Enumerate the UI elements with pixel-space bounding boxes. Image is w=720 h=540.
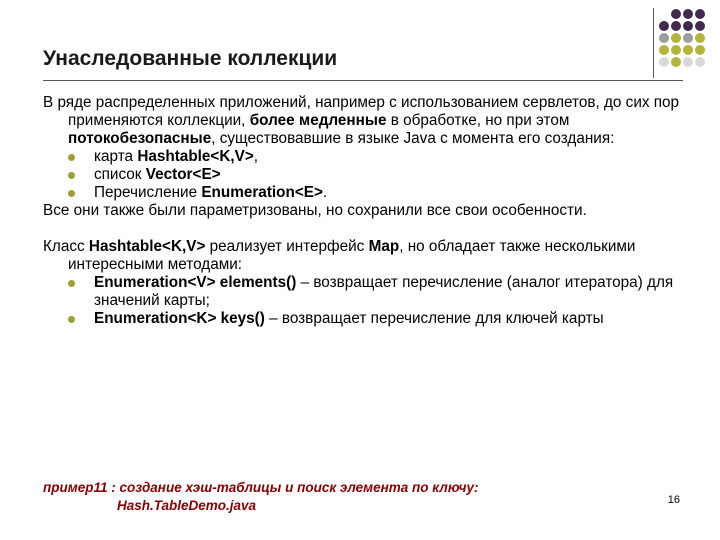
text-run: – возвращает перечисление для ключей карты bbox=[264, 310, 604, 327]
list-item bbox=[94, 274, 683, 310]
bullet-icon bbox=[68, 280, 75, 287]
decor-dot bbox=[695, 21, 705, 31]
paragraph-intro bbox=[43, 94, 683, 148]
paragraph-hashtable bbox=[43, 238, 683, 274]
legacy-collections-list bbox=[43, 148, 683, 202]
decor-dot bbox=[695, 33, 705, 43]
code-term: Enumeration<E> bbox=[201, 184, 323, 201]
bullet-icon bbox=[68, 172, 75, 179]
text-run: , bbox=[253, 148, 259, 165]
text-run: реализует интерфейс bbox=[205, 238, 369, 255]
list-item bbox=[94, 310, 683, 328]
decor-dot bbox=[671, 45, 681, 55]
decor-dot bbox=[659, 57, 669, 67]
slide-title: Унаследованные коллекции bbox=[43, 47, 338, 70]
decor-dot bbox=[695, 9, 705, 19]
emphasis-text: потокобезопасные bbox=[68, 130, 212, 147]
decor-dot bbox=[683, 57, 693, 67]
slide-body bbox=[43, 94, 683, 328]
text-run: Класс bbox=[43, 238, 89, 255]
paragraph-parametrized: Все они также были параметризованы, но сохранили все свои особенности. bbox=[43, 202, 587, 219]
decorative-dot-grid bbox=[659, 9, 705, 67]
header-horizontal-rule bbox=[43, 80, 683, 81]
decor-dot bbox=[659, 33, 669, 43]
code-term: Vector<E> bbox=[145, 166, 221, 183]
bullet-icon bbox=[68, 154, 75, 161]
text-run: . bbox=[322, 184, 328, 201]
text-run: в обработке, но при этом bbox=[386, 112, 570, 129]
decor-dot bbox=[683, 33, 693, 43]
page-number: 16 bbox=[667, 494, 680, 506]
text-run: – возвращает перечисление (аналог итератора) для значений карты; bbox=[94, 274, 674, 309]
text-run: , существовавшие в языке Java с момента его создания: bbox=[211, 130, 615, 147]
decor-dot bbox=[683, 9, 693, 19]
decor-dot bbox=[695, 57, 705, 67]
header-vertical-rule bbox=[653, 8, 654, 78]
decor-dot bbox=[683, 21, 693, 31]
code-term: Hashtable<K,V> bbox=[137, 148, 254, 165]
code-term: Enumeration<V> elements() bbox=[94, 274, 297, 291]
decor-dot bbox=[659, 45, 669, 55]
text-run: В ряде распределенных приложений, например с использованием сервлетов, до сих пор применяются коллекции, bbox=[43, 94, 680, 129]
text-run: Перечисление bbox=[94, 184, 202, 201]
bullet-icon bbox=[68, 316, 75, 323]
decor-dot bbox=[671, 9, 681, 19]
decor-dot bbox=[671, 57, 681, 67]
list-item bbox=[94, 148, 683, 166]
list-item bbox=[94, 184, 683, 202]
bullet-icon bbox=[68, 190, 75, 197]
decor-dot bbox=[671, 33, 681, 43]
example-caption: пример11 : создание хэш-таблицы и поиск элемента по ключу: bbox=[43, 480, 479, 495]
decor-dot bbox=[683, 45, 693, 55]
hashtable-methods-list bbox=[43, 274, 683, 328]
example-filename: Hash.TableDemo.java bbox=[117, 498, 257, 513]
code-term: Enumeration<K> keys() bbox=[94, 310, 265, 327]
emphasis-text: более медленные bbox=[249, 112, 387, 129]
code-term: Map bbox=[368, 238, 400, 255]
text-run: карта bbox=[94, 148, 138, 165]
decor-dot bbox=[695, 45, 705, 55]
list-item bbox=[94, 166, 683, 184]
example-reference bbox=[43, 479, 563, 515]
code-term: Hashtable<K,V> bbox=[88, 238, 206, 255]
text-run: список bbox=[94, 166, 146, 183]
text-run: , но обладает также несколькими интересными методами: bbox=[68, 238, 636, 273]
decor-dot bbox=[671, 21, 681, 31]
decor-dot bbox=[659, 21, 669, 31]
